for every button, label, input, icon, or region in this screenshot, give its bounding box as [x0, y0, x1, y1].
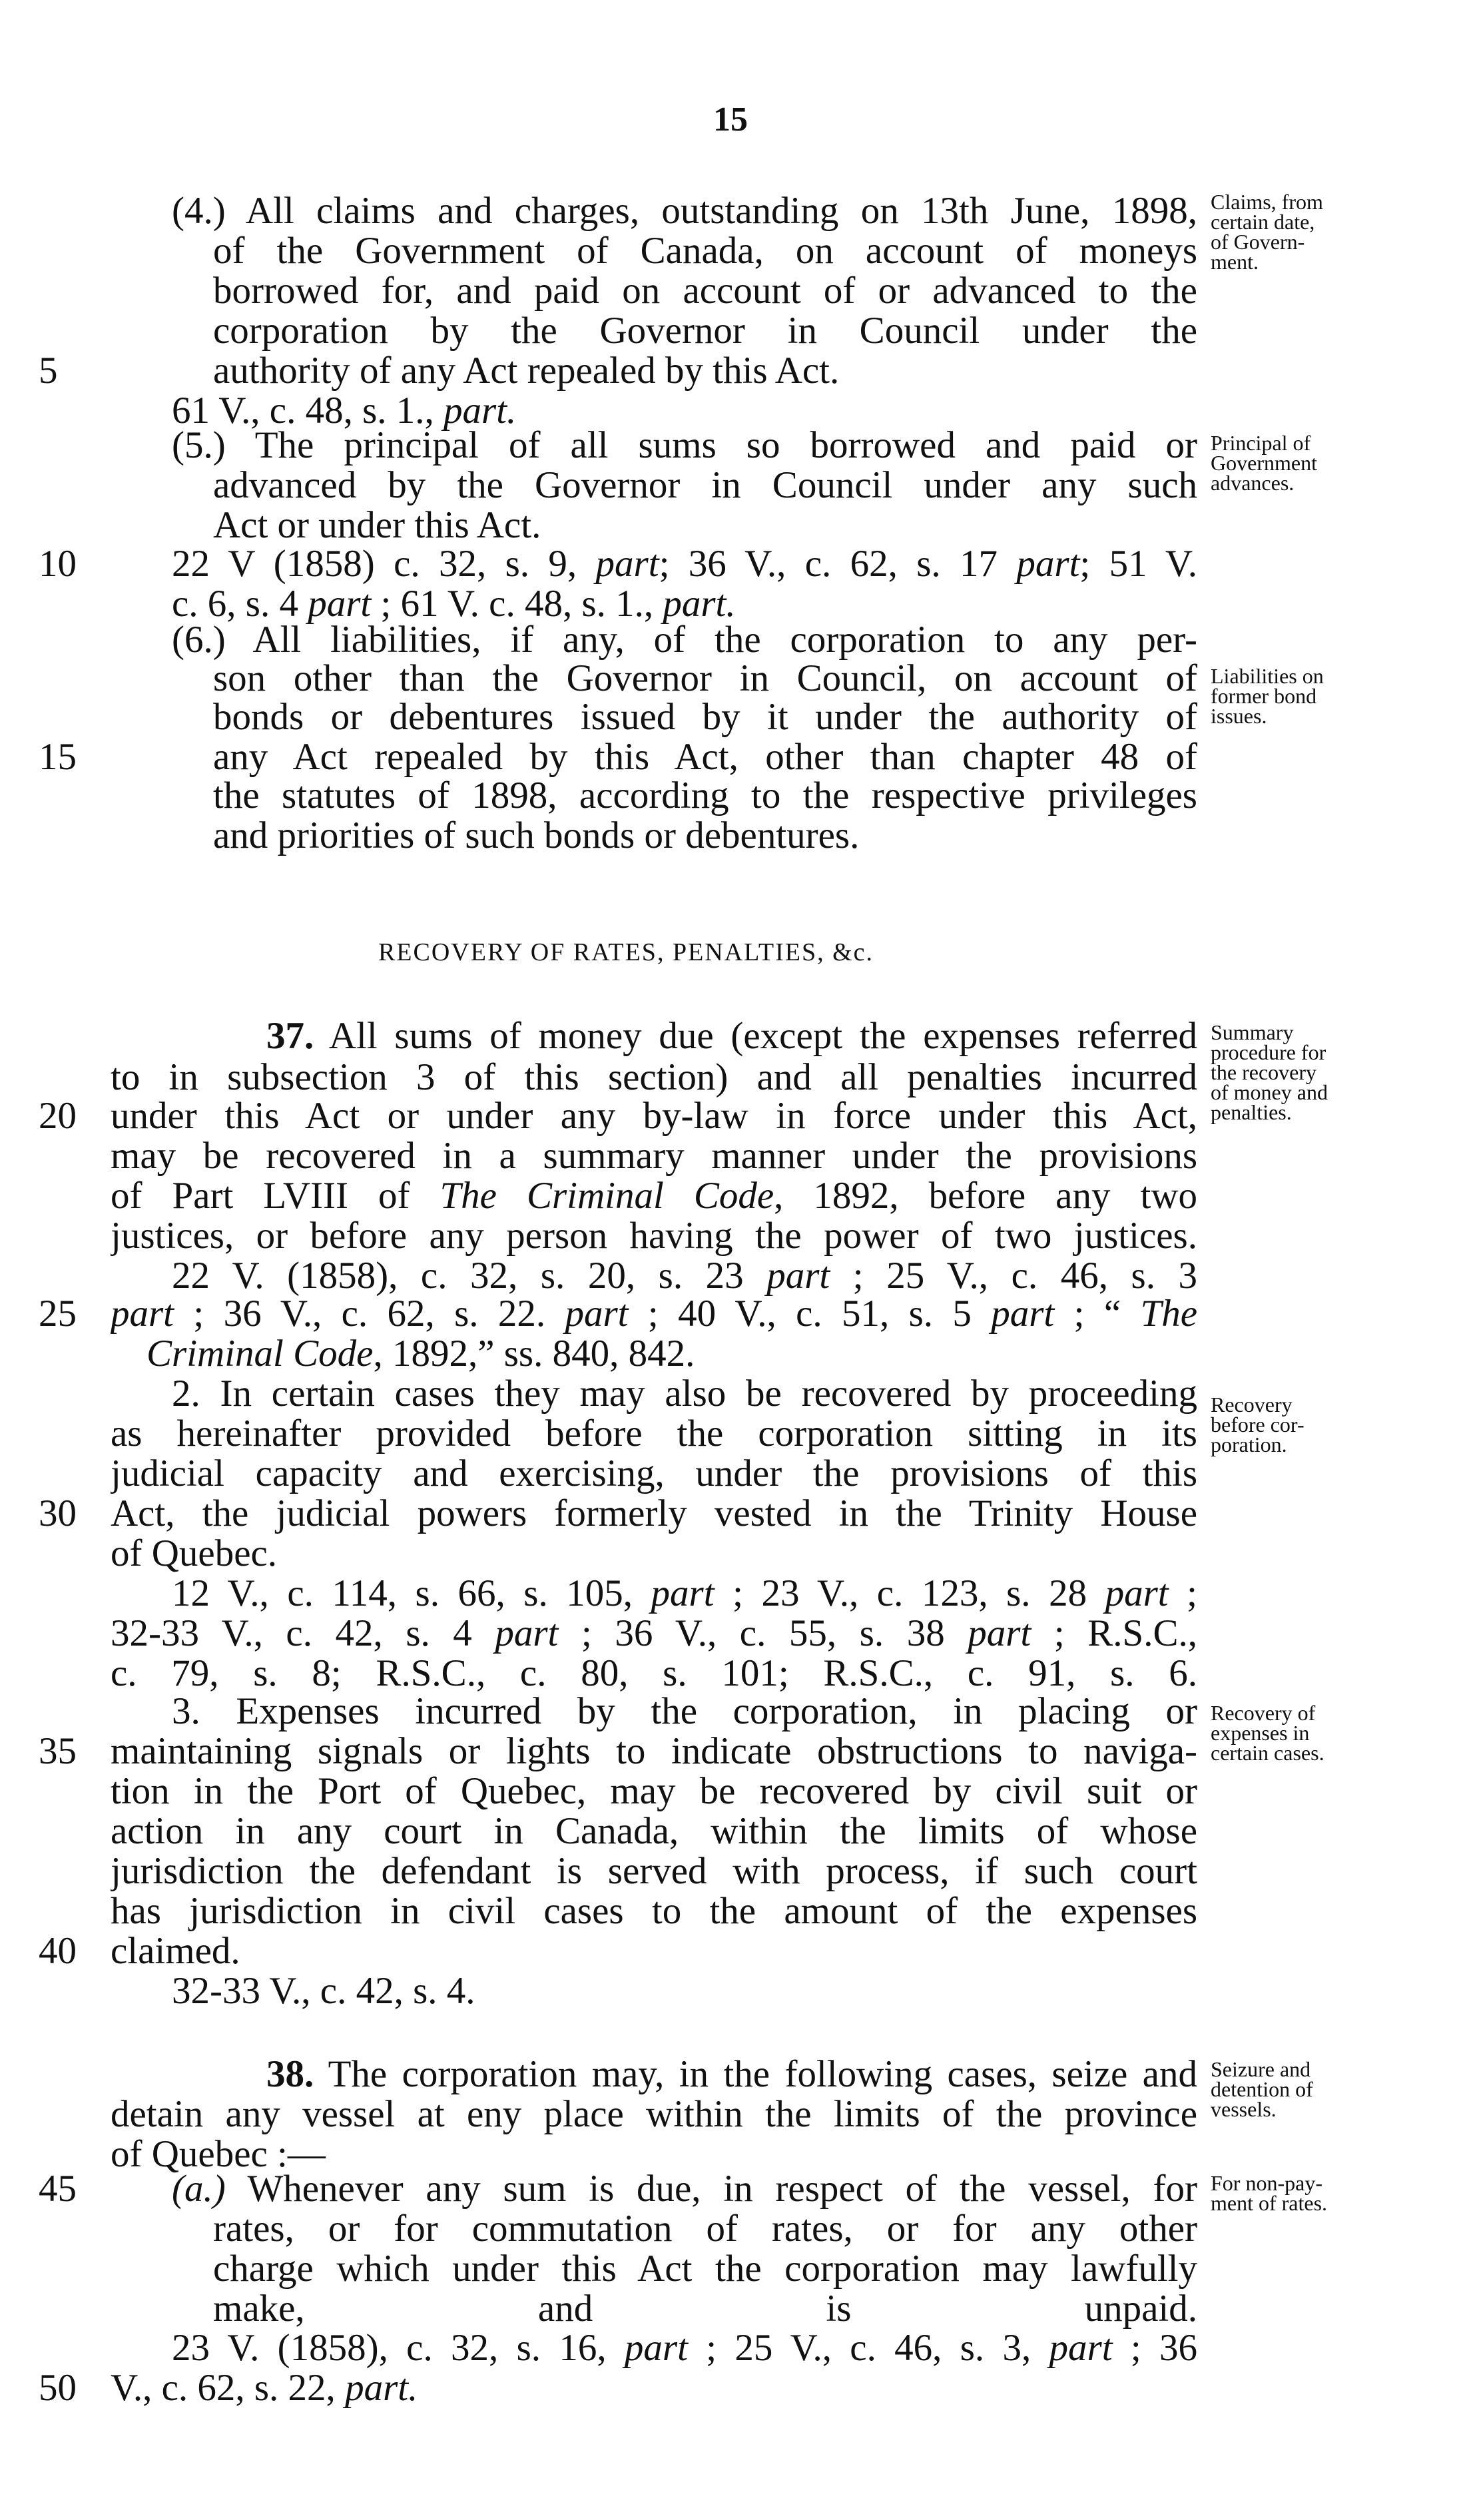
text-line: and priorities of such bonds or debentures. [213, 814, 860, 856]
text-line: the statutes of 1898, according to the respective privileges [213, 777, 1197, 816]
text-line: Criminal Code, 1892,” ss. 840, 842. [146, 1333, 695, 1375]
text-line: of Part LVIII of The Criminal Code, 1892, before any two [111, 1177, 1197, 1217]
text-line: 22 V (1858) c. 32, s. 9, part; 36 V., c. 62, s. 17 part; 51 V. [172, 545, 1197, 585]
text-line: 32-33 V., c. 42, s. 4 part ; 36 V., c. 55, s. 38 part ; R.S.C., [111, 1614, 1197, 1654]
text-line: (a.) Whenever any sum is due, in respect of the vessel, for [172, 2170, 1197, 2210]
margin-note [1211, 666, 1324, 726]
text-line: as hereinafter provided before the corporation sitting in its [111, 1415, 1197, 1454]
section-heading: RECOVERY OF RATES, PENALTIES, &c. [378, 938, 874, 966]
margin-note-line: Summary [1211, 1020, 1294, 1044]
margin-note-line: Principal of [1211, 431, 1311, 455]
text-line: part ; 36 V., c. 62, s. 22. part ; 40 V., c. 51, s. 5 part ; “ The [111, 1295, 1197, 1335]
margin-note-line: vessels. [1211, 2097, 1277, 2121]
text-line: c. 79, s. 8; R.S.C., c. 80, s. 101; R.S.C., c. 91, s. 6. [111, 1654, 1197, 1694]
text-line: (4.) All claims and charges, outstanding on 13th June, 1898, [172, 192, 1197, 232]
text-line: 38. The corporation may, in the following cases, seize and [266, 2055, 1197, 2095]
text-line: corporation by the Governor in Council under the [213, 312, 1197, 352]
margin-note-line: detention of [1211, 2077, 1313, 2101]
margin-note-line: of Govern- [1211, 230, 1305, 254]
text-line: 37. All sums of money due (except the expenses referred [266, 1017, 1197, 1057]
text-line: judicial capacity and exercising, under the provisions of this [111, 1454, 1197, 1494]
margin-note [1211, 1395, 1305, 1454]
line-number: 5 [39, 350, 58, 392]
text-line: maintaining signals or lights to indicate obstructions to naviga- [111, 1732, 1197, 1772]
text-line: (5.) The principal of all sums so borrowed and paid or [172, 426, 1197, 466]
text-line: any Act repealed by this Act, other than chapter 48 of [213, 738, 1197, 778]
line-number: 40 [39, 1930, 77, 1972]
text-line: has jurisdiction in civil cases to the amount of the expenses [111, 1892, 1197, 1932]
text-line: son other than the Governor in Council, on account of [213, 659, 1197, 699]
text-line: to in subsection 3 of this section) and all penalties incurred [111, 1058, 1197, 1098]
margin-note [1211, 192, 1323, 272]
text-line: claimed. [111, 1930, 240, 1972]
text-line: c. 6, s. 4 part ; 61 V. c. 48, s. 1., part. [172, 583, 736, 625]
text-line: 3. Expenses incurred by the corporation, in placing or [172, 1692, 1197, 1732]
margin-note-line: certain date, [1211, 210, 1315, 234]
text-line: 32-33 V., c. 42, s. 4. [172, 1970, 475, 2012]
line-number: 50 [39, 2367, 77, 2409]
text-line: action in any court in Canada, within the limits of whose [111, 1812, 1197, 1852]
text-line: borrowed for, and paid on account of or advanced to the [213, 272, 1197, 312]
text-line: of Quebec :— [111, 2133, 326, 2175]
margin-note-line: of money and [1211, 1080, 1328, 1104]
text-line: advanced by the Governor in Council under any such [213, 466, 1197, 506]
text-line: 2. In certain cases they may also be recovered by proceeding [172, 1375, 1197, 1415]
text-line: 22 V. (1858), c. 32, s. 20, s. 23 part ; 25 V., c. 46, s. 3 [172, 1257, 1197, 1297]
text-line: bonds or debentures issued by it under the authority of [213, 698, 1197, 738]
text-line: make, and is unpaid. [213, 2290, 1197, 2330]
text-line: tion in the Port of Quebec, may be recovered by civil suit or [111, 1772, 1197, 1812]
line-number: 30 [39, 1492, 77, 1534]
margin-note-line: advances. [1211, 471, 1295, 495]
margin-note-line: ment of rates. [1211, 2191, 1328, 2215]
line-number: 45 [39, 2168, 77, 2210]
margin-note-line: Liabilities on [1211, 664, 1324, 688]
line-number: 35 [39, 1730, 77, 1772]
margin-note-line: issues. [1211, 704, 1267, 728]
text-line: detain any vessel at eny place within the limits of the province [111, 2095, 1197, 2135]
line-number: 25 [39, 1293, 77, 1335]
text-line: 23 V. (1858), c. 32, s. 16, part ; 25 V., c. 46, s. 3, part ; 36 [172, 2329, 1197, 2369]
text-line: under this Act or under any by-law in force under this Act, [111, 1097, 1197, 1137]
margin-note-line: ment. [1211, 250, 1259, 274]
margin-note [1211, 433, 1317, 493]
margin-note [1211, 2059, 1313, 2119]
margin-note [1211, 1022, 1328, 1122]
page-number: 15 [713, 101, 748, 139]
margin-note [1211, 2173, 1327, 2213]
line-number: 10 [39, 543, 77, 585]
margin-note-line: before cor- [1211, 1413, 1305, 1436]
text-line: charge which under this Act the corporation may lawfully [213, 2250, 1197, 2290]
margin-note-line: poration. [1211, 1432, 1287, 1456]
text-line: Act or under this Act. [213, 504, 541, 546]
margin-note-line: Claims, from [1211, 190, 1323, 214]
margin-note-line: penalties. [1211, 1100, 1292, 1124]
margin-note-line: Seizure and [1211, 2057, 1311, 2081]
margin-note-line: the recovery [1211, 1060, 1317, 1084]
margin-note-line: Recovery of [1211, 1701, 1316, 1725]
text-line: may be recovered in a summary manner under the provisions [111, 1137, 1197, 1177]
text-line: of the Government of Canada, on account of moneys [213, 232, 1197, 272]
line-number: 20 [39, 1095, 77, 1137]
text-line: V., c. 62, s. 22, part. [111, 2367, 418, 2409]
text-line: jurisdiction the defendant is served with process, if such court [111, 1852, 1197, 1892]
margin-note-line: Recovery [1211, 1393, 1293, 1417]
line-number: 15 [39, 736, 77, 778]
text-line: (6.) All liabilities, if any, of the corporation to any per- [172, 621, 1197, 661]
margin-note-line: For non-pay- [1211, 2171, 1322, 2195]
margin-note-line: procedure for [1211, 1040, 1326, 1064]
text-line: 12 V., c. 114, s. 66, s. 105, part ; 23 V., c. 123, s. 28 part ; [172, 1574, 1197, 1614]
margin-note-line: certain cases. [1211, 1741, 1324, 1765]
text-line: rates, or for commutation of rates, or for any other [213, 2210, 1197, 2250]
text-line: justices, or before any person having the power of two justices. [111, 1217, 1197, 1257]
margin-note [1211, 1703, 1324, 1763]
text-line: authority of any Act repealed by this Act. [213, 350, 840, 392]
text-line: Act, the judicial powers formerly vested in the Trinity House [111, 1494, 1197, 1534]
margin-note-line: former bond [1211, 684, 1317, 708]
text-line: of Quebec. [111, 1532, 278, 1574]
text-line: 61 V., c. 48, s. 1., part. [172, 390, 517, 432]
margin-note-line: expenses in [1211, 1721, 1310, 1745]
margin-note-line: Government [1211, 451, 1317, 475]
